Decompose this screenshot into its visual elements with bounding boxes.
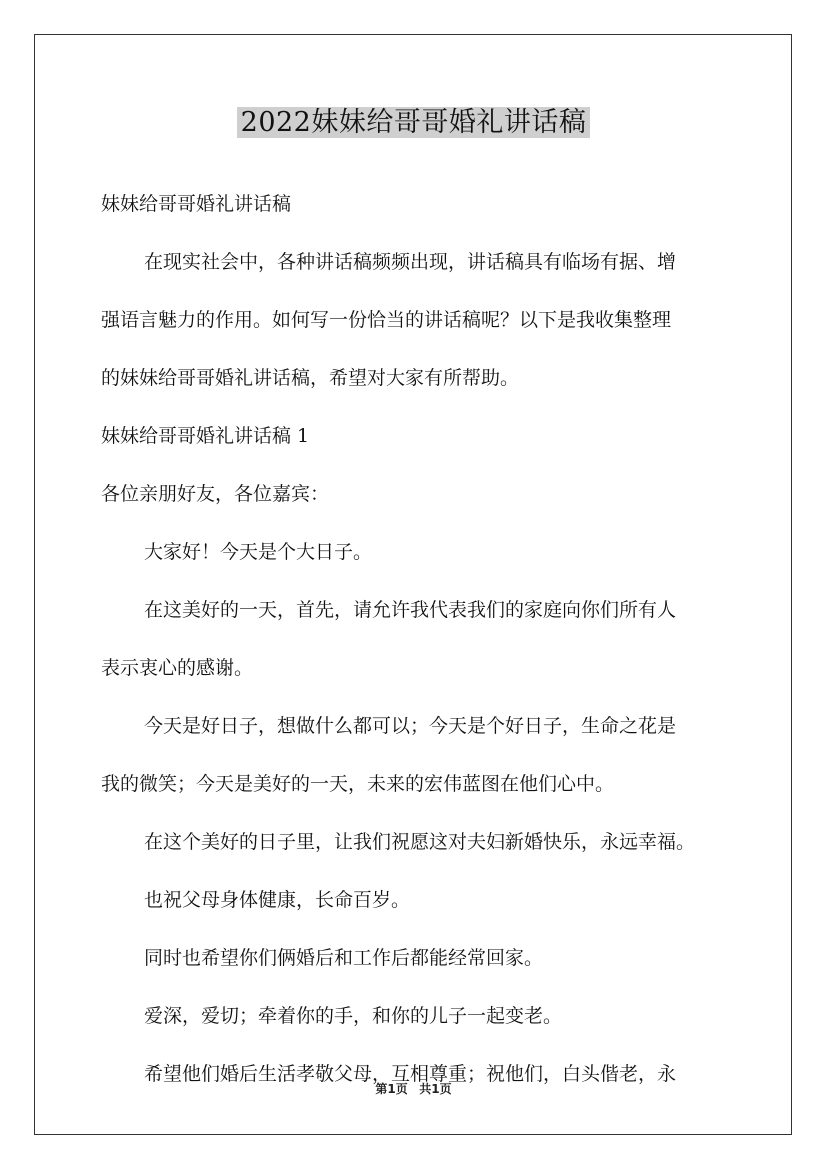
text-line: 在现实社会中，各种讲话稿频频出现，讲话稿具有临场有据、增 [144,251,677,273]
page-number: 第1页 [375,1082,408,1096]
paragraph-lines [101,233,741,1103]
text-line: 各位亲朋好友，各位嘉宾： [101,483,330,505]
document-title-text: 2022妹妹给哥哥婚礼讲话稿 [237,107,591,138]
text-line: 爱深，爱切；牵着你的手，和你的儿子一起变老。 [144,1005,563,1027]
page-footer [0,1080,827,1097]
document-title [0,104,827,142]
text-line: 大家好！今天是个大日子。 [144,541,373,563]
text-line: 表示衷心的感谢。 [101,657,254,679]
text-line: 希望他们婚后生活孝敬父母，互相尊重；祝他们，白头偕老，永 [144,1063,677,1085]
text-line: 在这个美好的日子里，让我们祝愿这对夫妇新婚快乐，永远幸福。 [144,831,696,853]
document-body [101,175,741,1103]
text-line: 今天是好日子，想做什么都可以；今天是个好日子，生命之花是 [144,715,677,737]
document-subtitle: 妹妹给哥哥婚礼讲话稿 [101,193,292,215]
text-line: 同时也希望你们俩婚后和工作后都能经常回家。 [144,947,544,969]
page-total: 共1页 [419,1082,452,1096]
text-line: 妹妹给哥哥婚礼讲话稿 1 [101,425,310,447]
text-line: 强语言魅力的作用。如何写一份恰当的讲话稿呢？以下是我收集整理 [101,309,672,331]
text-line: 在这美好的一天，首先，请允许我代表我们的家庭向你们所有人 [144,599,677,621]
text-line: 我的微笑；今天是美好的一天，未来的宏伟蓝图在他们心中。 [101,773,615,795]
text-line: 也祝父母身体健康，长命百岁。 [144,889,411,911]
text-line: 的妹妹给哥哥婚礼讲话稿，希望对大家有所帮助。 [101,367,520,389]
